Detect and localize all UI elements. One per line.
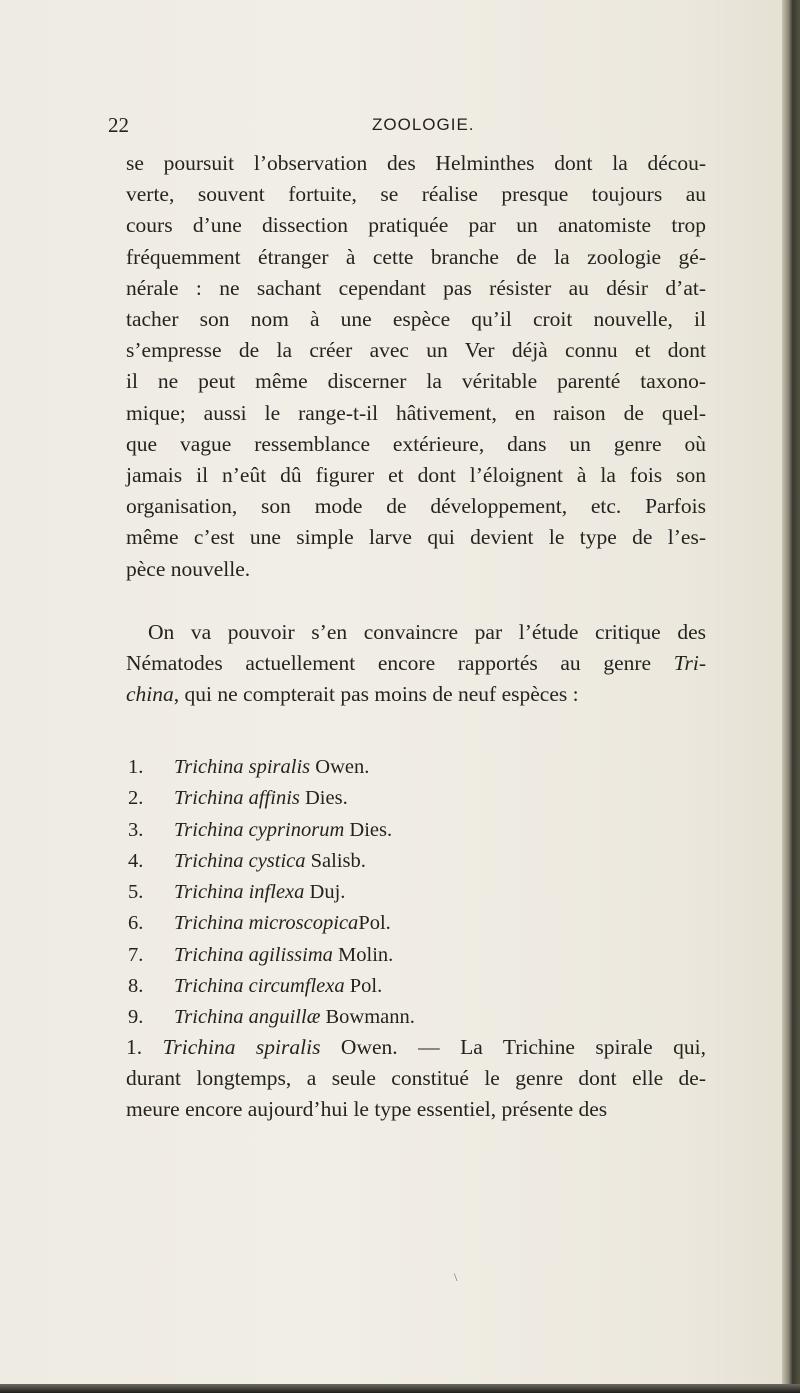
text-line: meure encore aujourd’hui le type essentiel, présente des xyxy=(126,1097,608,1122)
species-name: Trichina cyprinorum xyxy=(174,818,345,841)
text-line xyxy=(126,648,706,679)
item-number: 4. xyxy=(128,849,144,872)
species-name: Trichina anguillæ xyxy=(174,1006,321,1029)
species-name: Trichina spiralis xyxy=(174,756,311,778)
text-line xyxy=(126,679,706,710)
species-name: Trichina inflexa xyxy=(174,881,305,904)
species-author: Dies. xyxy=(299,787,348,810)
item-number: 6. xyxy=(128,912,144,935)
item-number: 1. xyxy=(128,756,144,778)
text-line: durant longtemps, a seule constitué le genre dont elle de- xyxy=(126,1066,706,1091)
list-item xyxy=(128,1002,688,1033)
text-line: fréquemment étranger à cette branche de la zoologie gé- xyxy=(126,244,706,269)
text-line: cours d’une dissection pratiquée par un anatomiste trop xyxy=(126,213,706,238)
text-line: jamais il n’eût dû figurer et dont l’éloignent à la fois son xyxy=(126,463,706,488)
text-line xyxy=(126,1032,706,1063)
list-item xyxy=(128,846,688,877)
text-line: organisation, son mode de développement, etc. Parfois xyxy=(126,494,706,519)
species-name: Trichina microscopica xyxy=(174,912,359,935)
page-edge-shadow xyxy=(782,0,800,1393)
item-number: 5. xyxy=(128,881,144,904)
paragraph-3 xyxy=(126,1032,706,1126)
text-line: mique; aussi le range-t-il hâtivement, en raison de quel- xyxy=(126,400,706,425)
text-run: , qui ne compterait pas moins de neuf espèces : xyxy=(173,682,579,707)
text-run: Nématodes actuellement encore rapportés au genre xyxy=(126,651,674,676)
text-line: nérale : ne sachant cependant pas résister au désir d’at- xyxy=(126,275,706,300)
list-item xyxy=(128,940,688,971)
paragraph-2 xyxy=(126,617,706,711)
list-item xyxy=(128,877,688,908)
page-header xyxy=(0,113,800,137)
list-item xyxy=(128,908,688,939)
species-author: Salisb. xyxy=(305,849,366,872)
item-number: 8. xyxy=(128,975,144,998)
species-author: Bowmann. xyxy=(320,1006,415,1029)
text-run: Owen. — La Trichine spirale qui, xyxy=(320,1035,706,1059)
species-author: Pol. xyxy=(344,975,383,998)
text-line: se poursuit l’observation des Helminthes dont la décou- xyxy=(126,151,706,175)
paragraph-1 xyxy=(126,148,706,585)
species-author: Molin. xyxy=(332,943,394,966)
running-head: ZOOLOGIE. xyxy=(372,115,475,134)
species-author: Duj. xyxy=(304,881,346,904)
text-line: il ne peut même discerner la véritable parenté taxono- xyxy=(126,369,706,394)
species-name: Trichina circumflexa xyxy=(174,975,345,998)
list-item xyxy=(128,752,688,783)
species-name: Trichina cystica xyxy=(174,849,306,872)
text-line: s’empresse de la créer avec un Ver déjà connu et dont xyxy=(126,338,706,363)
page-number: 22 xyxy=(108,113,129,137)
species-author: Pol. xyxy=(358,912,391,935)
page-bottom-edge xyxy=(0,1384,800,1393)
text-line: pèce nouvelle. xyxy=(126,556,251,581)
item-number: 2. xyxy=(128,787,144,810)
text-line: On va pouvoir s’en convaincre par l’étude critique des xyxy=(148,620,706,644)
text-line: tacher son nom à une espèce qu’il croit nouvelle, il xyxy=(126,307,706,332)
text-line: même c’est une simple larve qui devient le type de l’es- xyxy=(126,525,706,550)
list-item xyxy=(128,783,688,814)
species-author: Owen. xyxy=(310,756,370,778)
list-item xyxy=(128,815,688,846)
text-line: que vague ressemblance extérieure, dans un genre où xyxy=(126,431,706,456)
item-number: 1. xyxy=(126,1035,163,1059)
species-author: Dies. xyxy=(344,818,393,841)
item-number: 3. xyxy=(128,818,144,841)
genus-name: china xyxy=(126,682,174,707)
species-name: Trichina spiralis xyxy=(162,1035,321,1059)
genus-name: Tri- xyxy=(673,651,706,676)
item-number: 9. xyxy=(128,1006,144,1029)
list-item xyxy=(128,971,688,1002)
species-name: Trichina affinis xyxy=(174,787,300,810)
stray-print-mark: \ xyxy=(454,1270,458,1284)
text-line: verte, souvent fortuite, se réalise presque toujours au xyxy=(126,182,706,207)
species-list xyxy=(128,752,688,1034)
species-name: Trichina agilissima xyxy=(174,943,333,966)
item-number: 7. xyxy=(128,943,144,966)
